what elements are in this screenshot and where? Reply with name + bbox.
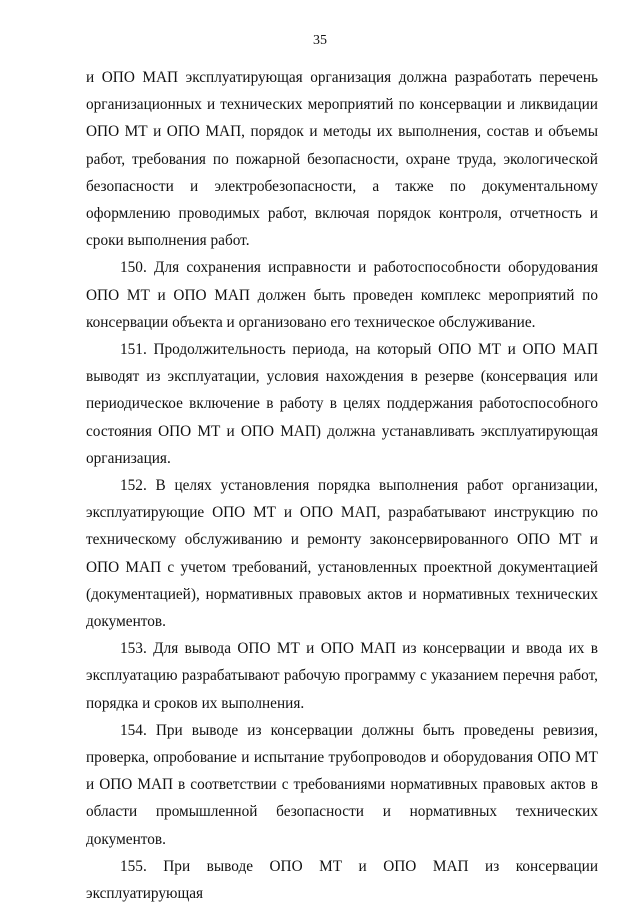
paragraph-151: 151. Продолжительность периода, на который ОПО МТ и ОПО МАП выводят из эксплуатации, условия нахождения в резерве (консервация или периодическое включение в работу в целях поддержания работоспособного состояния ОПО МТ и ОПО МАП) должна устанавливать эксплуатирующая организация. — [86, 341, 598, 467]
paragraph-155: 155. При выводе ОПО МТ и ОПО МАП из консервации эксплуатирующая — [86, 857, 598, 903]
paragraph-continuation: и ОПО МАП эксплуатирующая организация должна разработать перечень организационных и технических мероприятий по консервации и ликвидации ОПО МТ и ОПО МАП, порядок и методы их выполнения, состав и объемы работ, требования по пожарной безопасности, охране труда, экологической безопасности и электробезопасности, а также по документальному оформлению проводимых работ, включая порядок контроля, отчетность и сроки выполнения работ. — [86, 69, 598, 250]
paragraph-152: 152. В целях установления порядка выполнения работ организации, эксплуатирующие ОПО МТ и ОПО МАП, разрабатывают инструкцию по техническому обслуживанию и ремонту законсервированного ОПО МТ и ОПО МАП с учетом требований, установленных проектной документацией (документацией), нормативных правовых актов и нормативных технических документов. — [86, 477, 598, 631]
page-number: 35 — [313, 33, 327, 48]
paragraph-150: 150. Для сохранения исправности и работоспособности оборудования ОПО МТ и ОПО МАП должен быть проведен комплекс мероприятий по консервации объекта и организовано его техническое обслуживание. — [86, 259, 598, 331]
document-body — [86, 64, 598, 907]
paragraph-154: 154. При выводе из консервации должны быть проведены ревизия, проверка, опробование и испытание трубопроводов и оборудования ОПО МТ и ОПО МАП в соответствии с требованиями нормативных правовых актов в области промышленной безопасности и нормативных технических документов. — [86, 721, 598, 848]
paragraph-153: 153. Для вывода ОПО МТ и ОПО МАП из консервации и ввода их в эксплуатацию разрабатывают рабочую программу с указанием перечня работ, порядка и сроков их выполнения. — [86, 640, 598, 712]
